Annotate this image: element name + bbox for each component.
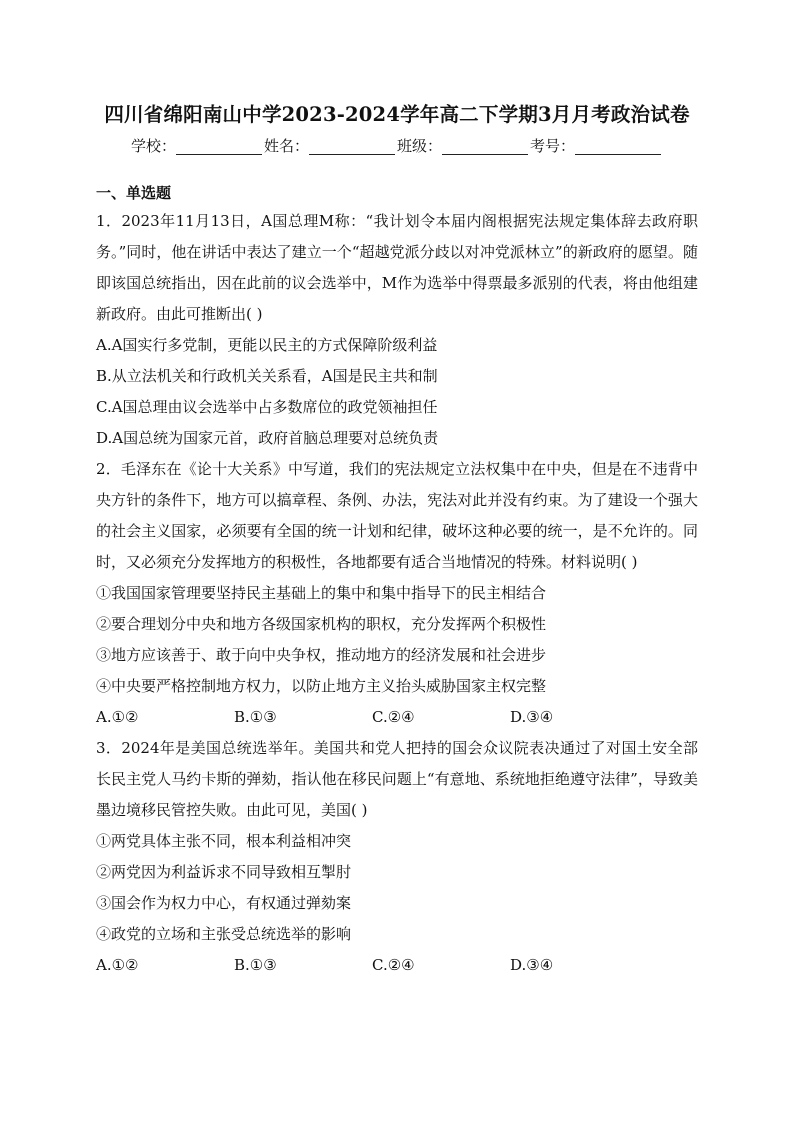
- choice-b[interactable]: B.①③: [234, 956, 277, 974]
- class-label: 班级：: [397, 137, 443, 155]
- school-label: 学校：: [130, 137, 176, 155]
- question-3: [96, 733, 698, 981]
- name-blank[interactable]: [309, 137, 395, 155]
- choice-d[interactable]: D.③④: [510, 708, 554, 726]
- question-1: [96, 206, 698, 454]
- student-info-row: [96, 134, 698, 158]
- class-blank[interactable]: [442, 137, 528, 155]
- question-stem: 2．毛泽东在《论十大关系》中写道，我们的宪法规定立法权集中在中央，但是在不违背中央方针的条件下，地方可以搞章程、条例、办法，宪法对此并没有约束。为了建设一个强大的社会主义国家，必须要有全国的统一计划和纪律，破坏这种必要的统一，是不允许的。同时，又必须充分发挥地方的积极性，各地都要有适合当地情况的特殊。材料说明( ): [96, 460, 698, 571]
- exam-number-label: 考号：: [530, 137, 576, 155]
- choice-b[interactable]: B.①③: [234, 708, 277, 726]
- choice-a[interactable]: A.①②: [96, 708, 139, 726]
- statement-2: ②两党因为利益诉求不同导致相互掣肘: [96, 863, 352, 881]
- question-stem: 1．2023年11月13日，A国总理M称：“我计划令本届内阁根据宪法规定集体辞去政府职务。”同时，他在讲话中表达了建立一个“超越党派分歧以对冲党派林立”的新政府的愿望。随即该国总统指出，因在此前的议会选举中，M作为选举中得票最多派别的代表，将由他组建新政府。由此可推断出( ): [96, 212, 698, 323]
- statement-3: ③地方应该善于、敢于向中央争权，推动地方的经济发展和社会进步: [96, 646, 547, 664]
- choice-c[interactable]: C.②④: [372, 708, 415, 726]
- option-c[interactable]: C.A国总理由议会选举中占多数席位的政党领袖担任: [96, 398, 438, 416]
- answer-choices: [96, 702, 698, 733]
- school-field: [131, 134, 264, 158]
- question-2: [96, 454, 698, 733]
- class-field: [397, 134, 530, 158]
- school-blank[interactable]: [176, 137, 262, 155]
- option-a[interactable]: A.A国实行多党制，更能以民主的方式保障阶级利益: [96, 336, 438, 354]
- statement-3: ③国会作为权力中心，有权通过弹劾案: [96, 894, 352, 912]
- statement-2: ②要合理划分中央和地方各级国家机构的职权，充分发挥两个积极性: [96, 615, 547, 633]
- page-title: 四川省绵阳南山中学2023-2024学年高二下学期3月月考政治试卷: [104, 103, 690, 126]
- statement-4: ④中央要严格控制地方权力，以防止地方主义抬头威胁国家主权完整: [96, 677, 547, 695]
- choice-d[interactable]: D.③④: [510, 956, 554, 974]
- answer-choices: [96, 950, 698, 981]
- name-field: [264, 134, 397, 158]
- question-stem: 3．2024年是美国总统选举年。美国共和党人把持的国会众议院表决通过了对国土安全部长民主党人马约卡斯的弹劾，指认他在移民问题上“有意地、系统地拒绝遵守法律”，导致美墨边境移民管控失败。由此可见，美国( ): [96, 739, 698, 819]
- name-label: 姓名：: [263, 137, 309, 155]
- option-d[interactable]: D.A国总统为国家元首，政府首脑总理要对总统负责: [96, 429, 439, 447]
- option-b[interactable]: B.从立法机关和行政机关关系看，A国是民主共和制: [96, 367, 438, 385]
- exam-number-field: [530, 134, 663, 158]
- choice-a[interactable]: A.①②: [96, 956, 139, 974]
- statement-4: ④政党的立场和主张受总统选举的影响: [96, 925, 352, 943]
- choice-c[interactable]: C.②④: [372, 956, 415, 974]
- statement-1: ①我国国家管理要坚持民主基础上的集中和集中指导下的民主相结合: [96, 584, 547, 602]
- exam-number-blank[interactable]: [575, 137, 661, 155]
- statement-1: ①两党具体主张不同，根本利益相冲突: [96, 832, 352, 850]
- section-title: 一、单选题: [96, 184, 172, 202]
